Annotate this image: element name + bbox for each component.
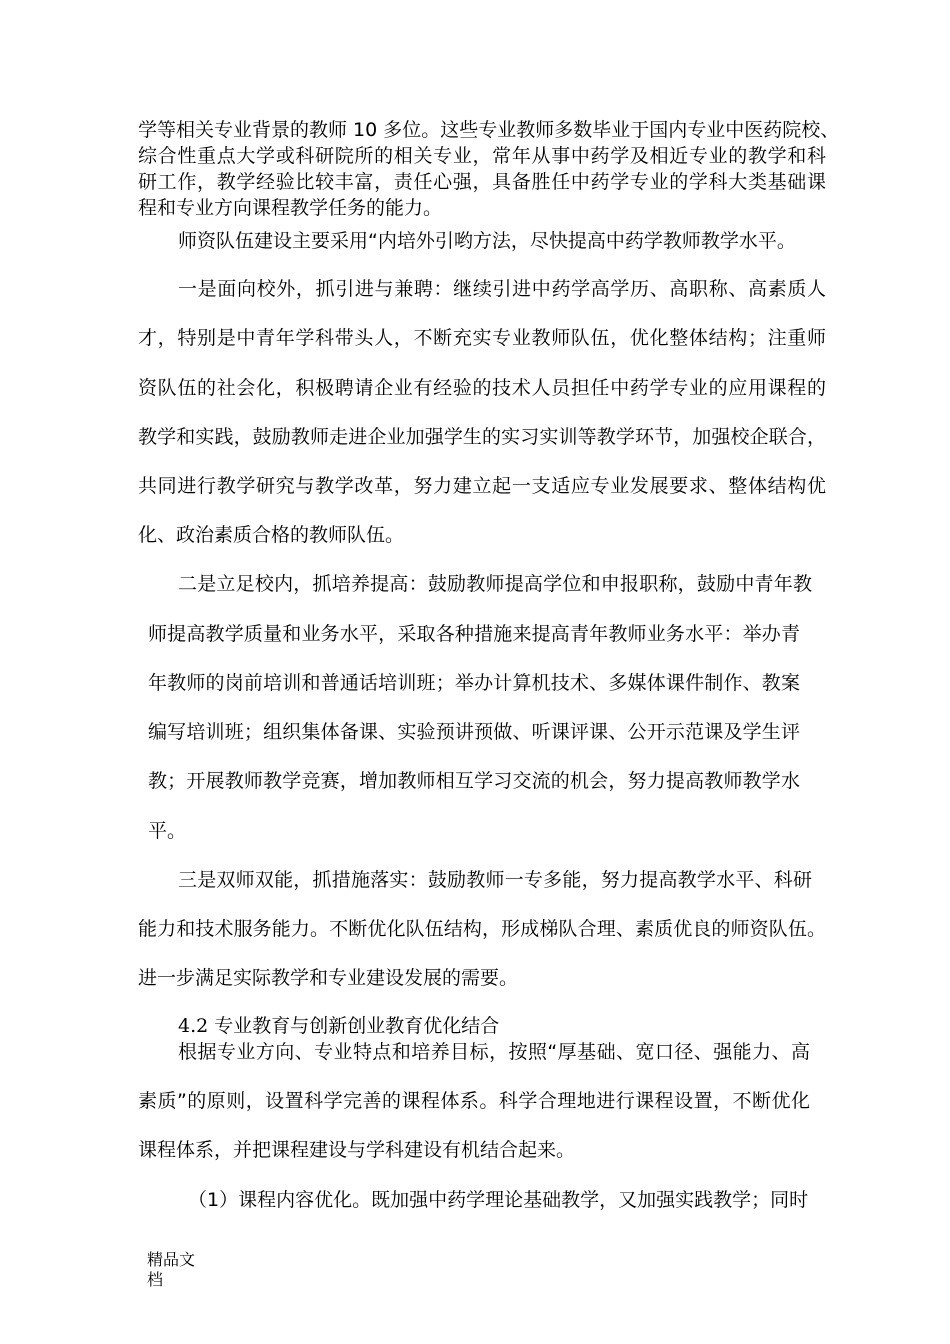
text-line: 师资队伍建设主要采用“内培外引哟方法，尽快提高中药学教师教学水平。: [178, 230, 796, 252]
text-line: 素质”的原则，设置科学完善的课程体系。科学合理地进行课程设置，不断优化: [138, 1090, 810, 1112]
text-line: 三是双师双能，抓措施落实：鼓励教师一专多能，努力提高教学水平、科研: [178, 869, 812, 891]
text-line: 综合性重点大学或科研院所的相关专业，常年从事中药学及相近专业的教学和科: [138, 145, 826, 167]
text-line: 教；开展教师教学竞赛，增加教师相互学习交流的机会，努力提高教师教学水: [148, 770, 800, 792]
text-line: 共同进行教学研究与教学改革，努力建立起一支适应专业发展要求、整体结构优: [138, 475, 826, 497]
text-line: 研工作，教学经验比较丰富，责任心强，具备胜任中药学专业的学科大类基础课: [138, 171, 826, 193]
text-line: 能力和技术服务能力。不断优化队伍结构，形成梯队合理、素质优良的师资队伍。: [138, 918, 826, 940]
text-line: 年教师的岗前培训和普通话培训班；举办计算机技术、多媒体课件制作、教案: [148, 672, 800, 694]
text-line: （1）课程内容优化。既加强中药学理论基础教学，又加强实践教学；同时: [188, 1189, 809, 1211]
text-line: 一是面向校外，抓引进与兼聘：继续引进中药学高学历、高职称、高素质人: [178, 278, 826, 300]
text-line: 资队伍的社会化，积极聘请企业有经验的技术人员担任中药学专业的应用课程的: [138, 377, 826, 399]
text-line: 进一步满足实际教学和专业建设发展的需要。: [138, 967, 519, 989]
text-line: 根据专业方向、专业特点和培养目标，按照“厚基础、宽口径、强能力、高: [178, 1041, 810, 1063]
text-line: 教学和实践，鼓励教师走进企业加强学生的实习实训等教学环节，加强校企联合，: [138, 426, 826, 448]
text-line: 编写培训班；组织集体备课、实验预讲预做、听课评课、公开示范课及学生评: [148, 721, 800, 743]
text-line: 学等相关专业背景的教师 10 多位。这些专业教师多数毕业于国内专业中医药院校、: [138, 119, 840, 141]
footer-line: 精品文: [147, 1250, 196, 1269]
text-line: 才，特别是中青年学科带头人，不断充实专业教师队伍，优化整体结构；注重师: [138, 327, 826, 349]
text-line: 师提高教学质量和业务水平，采取各种措施来提高青年教师业务水平：举办青: [148, 623, 800, 645]
text-line: 程和专业方向课程教学任务的能力。: [138, 197, 443, 219]
text-line: 课程体系，并把课程建设与学科建设有机结合起来。: [138, 1139, 576, 1161]
text-line: 平。: [148, 820, 187, 842]
footer-line: 档: [147, 1270, 164, 1289]
text-line: 二是立足校内，抓培养提高：鼓励教师提高学位和申报职称，鼓励中青年教: [178, 573, 812, 595]
text-line: 化、政治素质合格的教师队伍。: [138, 524, 405, 546]
section-heading: 4.2 专业教育与创新创业教育优化结合: [178, 1015, 500, 1037]
